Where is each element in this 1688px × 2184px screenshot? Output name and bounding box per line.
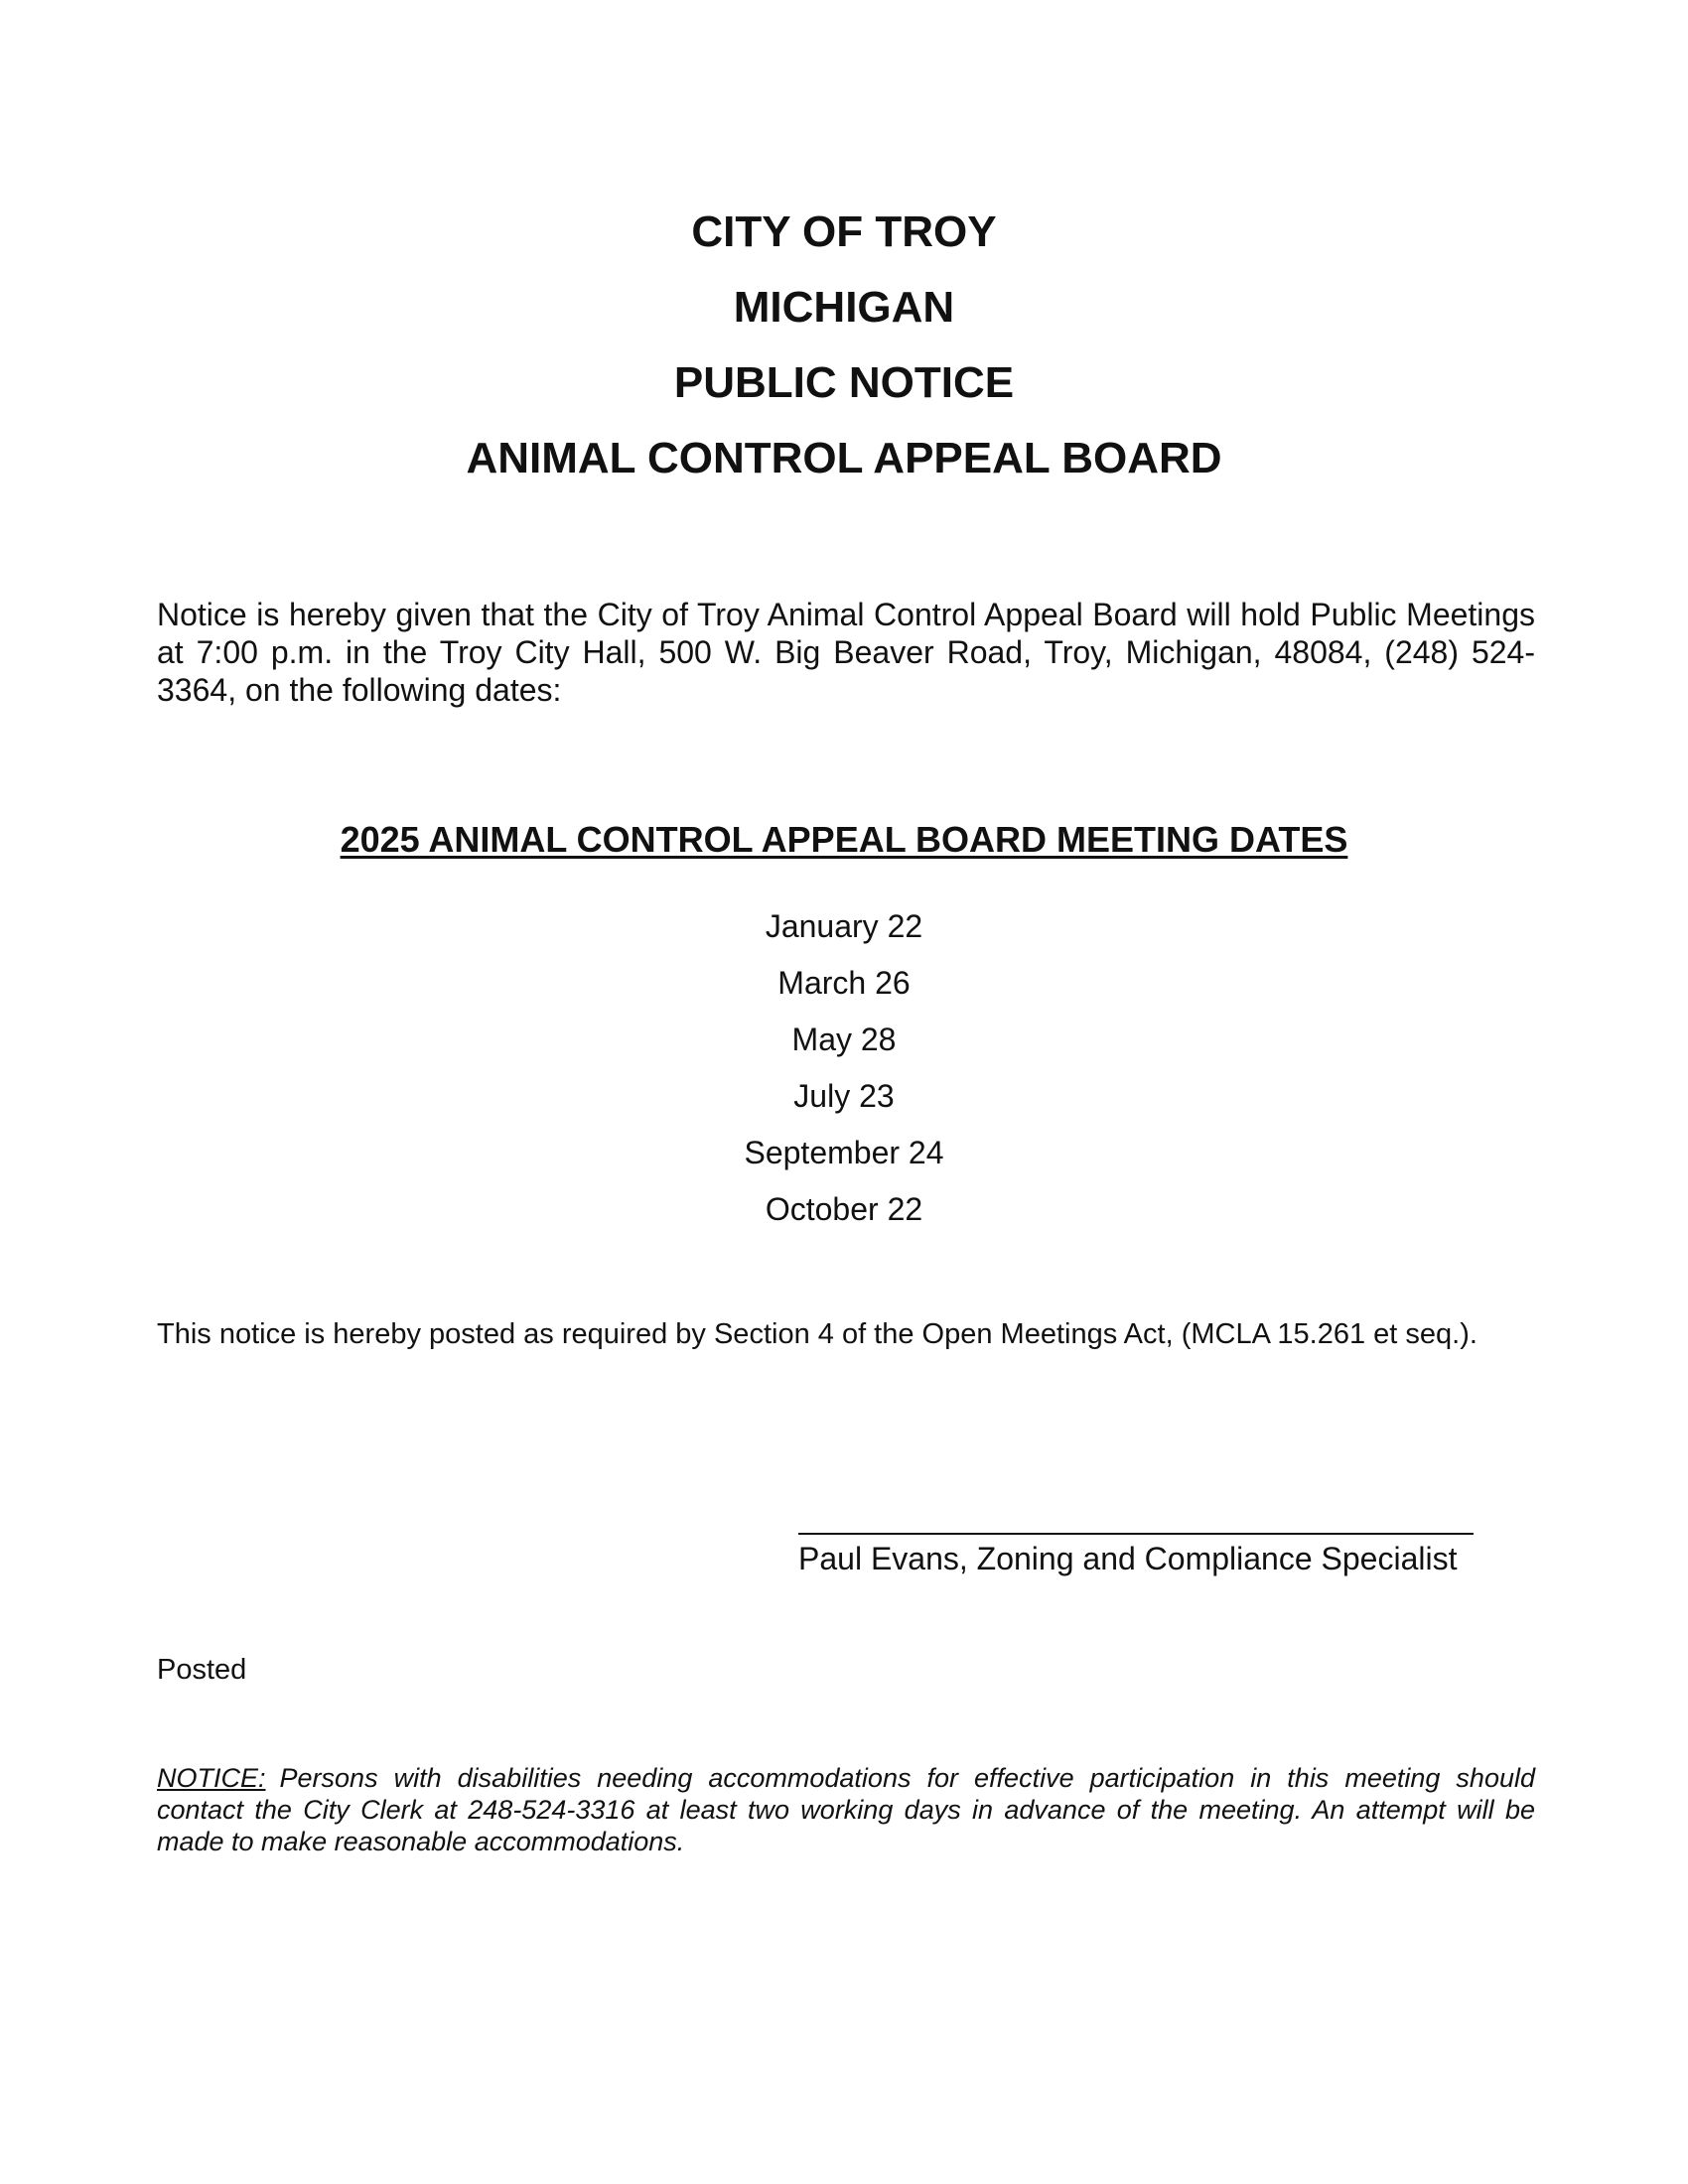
state-name: MICHIGAN	[733, 283, 955, 332]
meeting-dates-list	[0, 898, 1688, 1238]
signatory-name-title: Paul Evans, Zoning and Compliance Specialist	[798, 1541, 1458, 1576]
board-name: ANIMAL CONTROL APPEAL BOARD	[466, 434, 1222, 482]
signature-line	[798, 1533, 1474, 1535]
intro-paragraph: Notice is hereby given that the City of Troy Animal Control Appeal Board will hold Public Meetings at 7:00 p.m. in the Troy City Hall, 500 W. Big Beaver Road, Troy, Michigan, 48084, (248) 524-3364, on the following dates:	[157, 597, 1535, 708]
city-name: CITY OF TROY	[691, 207, 997, 256]
meeting-dates-heading: 2025 ANIMAL CONTROL APPEAL BOARD MEETING DATES	[340, 819, 1348, 860]
ada-notice	[157, 1762, 1535, 1857]
meeting-date: March 26	[777, 965, 911, 1001]
notice-header	[0, 195, 1688, 496]
meeting-date: January 22	[765, 908, 923, 944]
posted-label: Posted	[157, 1654, 247, 1686]
ada-notice-text: Persons with disabilities needing accommodations for effective participation in this meeting should contact the City Clerk at 248-524-3316 at least two working days in advance of the meeting. An attempt will be made to make reasonable accommodations.	[157, 1763, 1535, 1856]
notice-type: PUBLIC NOTICE	[673, 358, 1015, 407]
ada-notice-label: NOTICE:	[157, 1763, 266, 1793]
posting-statement: This notice is hereby posted as required by Section 4 of the Open Meetings Act, (MCLA 15.261 et seq.).	[157, 1318, 1477, 1350]
meeting-date: September 24	[744, 1135, 944, 1170]
meeting-date: July 23	[793, 1078, 895, 1114]
meeting-date: October 22	[765, 1191, 923, 1227]
meeting-date: May 28	[791, 1022, 897, 1057]
